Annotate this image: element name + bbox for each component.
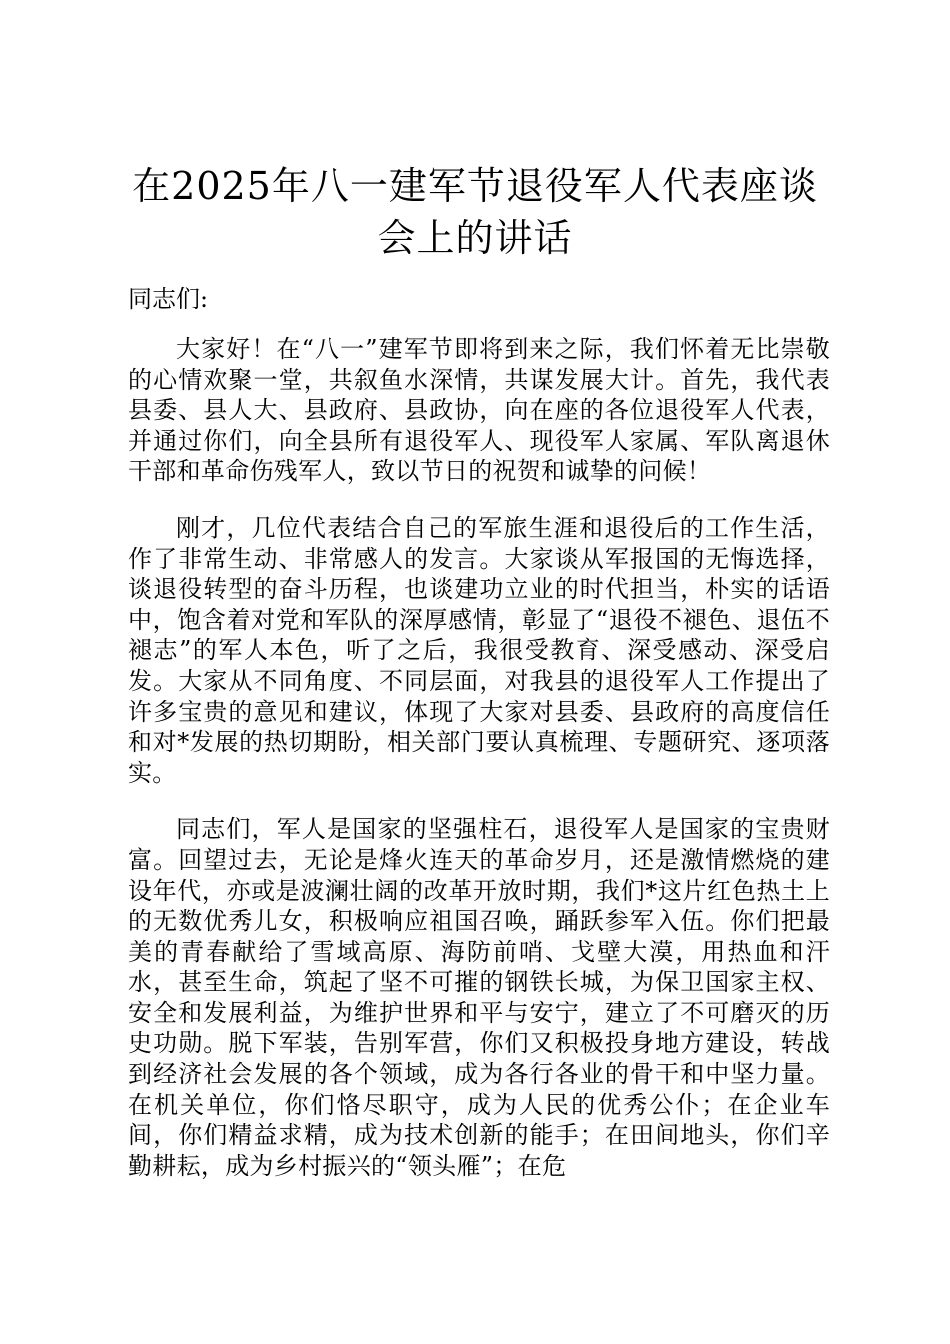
salutation: 同志们: [128,285,209,313]
paragraph-greeting: 大家好！在“八一”建军节即将到来之际，我们怀着无比崇敬的心情欢聚一堂，共叙鱼水深情，共谋发展大计。首先，我代表县委、县人大、县政府、县政协，向在座的各位退役军人代表，并通过你们，向全县所有退役军人、现役军人家属、军队离退休干部和革命伤残军人，致以节日的祝贺和诚挚的问候！ [128,335,830,486]
document-body [128,282,830,1207]
paragraph-military-contribution: 同志们，军人是国家的坚强柱石，退役军人是国家的宝贵财富。回望过去，无论是烽火连天的革命岁月，还是激情燃烧的建设年代，亦或是波澜壮阔的改革开放时期，我们*这片红色热土上的无数优秀儿女，积极响应祖国召唤，踊跃参军入伍。你们把最美的青春献给了雪域高原、海防前哨、戈壁大漠，用热血和汗水，甚至生命，筑起了坚不可摧的钢铁长城，为保卫国家主权、安全和发展利益，为维护世界和平与安宁，建立了不可磨灭的历史功勋。脱下军装，告别军营，你们又积极投身地方建设，转战到经济社会发展的各个领域，成为各行各业的骨干和中坚力量。在机关单位，你们恪尽职守，成为人民的优秀公仆；在企业车间，你们精益求精，成为技术创新的能手；在田间地头，你们辛勤耕耘，成为乡村振兴的“领头雁”；在危 [128,815,830,1180]
document-title: 在2025年八一建军节退役军人代表座谈会上的讲话 [132,164,818,260]
paragraph-representatives-speech: 刚才，几位代表结合自己的军旅生涯和退役后的工作生活，作了非常生动、非常感人的发言。大家谈从军报国的无悔选择，谈退役转型的奋斗历程，也谈建功立业的时代担当，朴实的话语中，饱含着对党和军队的深厚感情，彰显了“退役不褪色、退伍不褪志”的军人本色，听了之后，我很受教育、深受感动、深受启发。大家从不同角度、不同层面，对我县的退役军人工作提出了许多宝贵的意见和建议，体现了大家对县委、县政府的高度信任和对*发展的热切期盼，相关部门要认真梳理、专题研究、逐项落实。 [128,513,830,787]
